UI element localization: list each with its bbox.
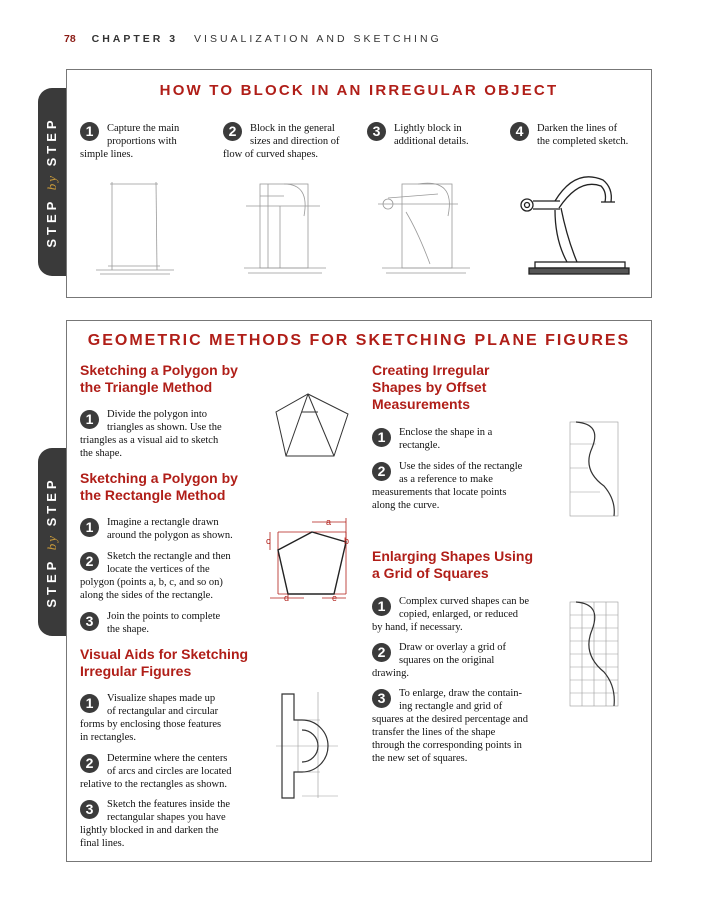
text-line: Lightly block in: [394, 123, 462, 134]
text-line: sizes and direction of: [250, 136, 340, 147]
grid-step-3-text: [372, 687, 562, 765]
heading-line: Enlarging Shapes Using: [372, 548, 534, 564]
step-badge: 1: [372, 428, 391, 447]
text-line: around the polygon as shown.: [107, 530, 233, 541]
step-badge: 3: [80, 800, 99, 819]
geometric-methods-title: GEOMETRIC METHODS FOR SKETCHING PLANE FIGURES: [87, 332, 631, 349]
sketch-step-4-finished-object: [515, 170, 635, 280]
label-b: b: [344, 536, 350, 546]
sketch-step-1: [90, 178, 180, 278]
text-line: ing rectangle and grid of: [399, 701, 503, 712]
text-line: Complex curved shapes can be: [399, 596, 530, 607]
text-line: copied, enlarged, or reduced: [399, 609, 519, 620]
step-badge: 1: [372, 597, 391, 616]
rectangle-method-heading: [80, 470, 238, 504]
visual-step-1-text: [80, 692, 270, 744]
text-line: Capture the main: [107, 123, 180, 134]
triangle-step-1-text: [80, 408, 270, 460]
block-in-step-3-text: [367, 122, 502, 148]
step-badge: 1: [80, 694, 99, 713]
text-line: as a reference to make: [399, 474, 493, 485]
step-badge: 1: [80, 518, 99, 537]
heading-line: Shapes by Offset: [372, 379, 487, 395]
text-line: in rectangles.: [80, 732, 136, 743]
block-in-step-1-text: [80, 122, 215, 161]
step-badge-4: 4: [510, 122, 529, 141]
tab-by-word: by: [44, 173, 59, 191]
heading-line: Creating Irregular: [372, 362, 490, 378]
triangle-method-pentagon: [272, 392, 352, 462]
text-line: To enlarge, draw the contain-: [399, 688, 522, 699]
text-line: the shape.: [80, 448, 122, 459]
tab-step-word: STEP: [44, 557, 59, 608]
step-by-step-tab-1: [38, 88, 66, 276]
offset-step-1-text: [372, 426, 572, 452]
text-line: Imagine a rectangle drawn: [107, 517, 219, 528]
grid-heading: [372, 548, 533, 582]
text-line: Darken the lines of: [537, 123, 618, 134]
visual-aids-sketch: [272, 690, 342, 800]
step-by-step-tab-2: [38, 448, 66, 636]
text-line: locate the vertices of the: [107, 564, 210, 575]
text-line: the completed sketch.: [537, 136, 629, 147]
visual-step-2-text: [80, 752, 270, 791]
text-line: Sketch the features inside the: [107, 799, 231, 810]
text-line: lightly blocked in and darken the: [80, 825, 219, 836]
sketch-step-3: [378, 172, 478, 278]
text-line: through the corresponding points in: [372, 740, 522, 751]
heading-line: Sketching a Polygon by: [80, 470, 238, 486]
text-line: transfer the lines of the shape: [372, 727, 496, 738]
text-line: along the curve.: [372, 500, 440, 511]
heading-line: Visual Aids for Sketching: [80, 646, 249, 662]
step-badge: 3: [80, 612, 99, 631]
chapter-title: VISUALIZATION AND SKETCHING: [194, 33, 442, 45]
tab-step-word: STEP: [44, 197, 59, 248]
text-line: Draw or overlay a grid of: [399, 642, 506, 653]
visual-step-3-text: [80, 798, 270, 850]
step-badge-2: 2: [223, 122, 242, 141]
tab-step-word-2: STEP: [44, 116, 59, 167]
rectangle-step-1-text: [80, 516, 270, 542]
text-line: forms by enclosing those features: [80, 719, 222, 730]
step-badge: 2: [80, 552, 99, 571]
chapter-label: CHAPTER 3: [91, 33, 179, 45]
text-line: by hand, if necessary.: [372, 622, 463, 633]
rectangle-step-3-text: [80, 610, 270, 636]
text-line: of arcs and circles are located: [107, 766, 232, 777]
text-line: Use the sides of the rectangle: [399, 461, 523, 472]
heading-line: a Grid of Squares: [372, 565, 489, 581]
text-line: relative to the rectangles as shown.: [80, 779, 227, 790]
text-line: the new set of squares.: [372, 753, 468, 764]
grid-step-1-text: [372, 595, 572, 634]
text-line: drawing.: [372, 668, 410, 679]
text-line: triangles as shown. Use the: [107, 422, 222, 433]
text-line: squares at the desired percentage and: [372, 714, 528, 725]
text-line: of rectangular and circular: [107, 706, 219, 717]
text-line: squares on the original: [399, 655, 495, 666]
text-line: rectangular shapes you have: [107, 812, 226, 823]
text-line: flow of curved shapes.: [223, 149, 319, 160]
grid-step-2-text: [372, 641, 572, 680]
step-badge: 2: [372, 462, 391, 481]
text-line: Determine where the centers: [107, 753, 228, 764]
grid-of-squares-sketch: [566, 600, 626, 710]
offset-heading: [372, 362, 489, 413]
text-line: simple lines.: [80, 149, 134, 160]
step-badge-1: 1: [80, 122, 99, 141]
text-line: along the sides of the rectangle.: [80, 590, 213, 601]
text-line: rectangle.: [399, 440, 441, 451]
tab-step-word-2: STEP: [44, 476, 59, 527]
text-line: the shape.: [107, 624, 149, 635]
step-badge-3: 3: [367, 122, 386, 141]
text-line: Visualize shapes made up: [107, 693, 216, 704]
step-badge: 2: [372, 643, 391, 662]
sketch-step-2: [240, 176, 330, 278]
text-line: Divide the polygon into: [107, 409, 208, 420]
label-c: c: [266, 536, 271, 546]
step-badge: 2: [80, 754, 99, 773]
rectangle-step-2-text: [80, 550, 270, 602]
text-line: polygon (points a, b, c, and so on): [80, 577, 223, 588]
label-a: a: [326, 517, 332, 527]
heading-line: the Rectangle Method: [80, 487, 226, 503]
text-line: additional details.: [394, 136, 469, 147]
step-badge: 1: [80, 410, 99, 429]
text-line: Block in the general: [250, 123, 335, 134]
text-line: Enclose the shape in a: [399, 427, 493, 438]
label-d: d: [284, 593, 290, 603]
text-line: final lines.: [80, 838, 125, 849]
text-line: proportions with: [107, 136, 177, 147]
text-line: Sketch the rectangle and then: [107, 551, 231, 562]
block-in-step-2-text: [223, 122, 363, 161]
step-by-step-label-2: [44, 462, 60, 622]
heading-line: Irregular Figures: [80, 663, 192, 679]
label-e: e: [332, 593, 338, 603]
offset-measurements-sketch: [566, 420, 626, 520]
offset-step-2-text: [372, 460, 572, 512]
text-line: measurements that locate points: [372, 487, 507, 498]
text-line: triangles as a visual aid to sketch: [80, 435, 219, 446]
heading-line: Measurements: [372, 396, 471, 412]
block-in-step-4-text: [510, 122, 645, 148]
tab-by-word: by: [44, 533, 59, 551]
rectangle-method-pentagon: [264, 514, 360, 604]
triangle-method-heading: [80, 362, 238, 396]
running-head: [64, 33, 442, 45]
heading-line: Sketching a Polygon by: [80, 362, 238, 378]
text-line: Join the points to complete: [107, 611, 221, 622]
step-badge: 3: [372, 689, 391, 708]
heading-line: the Triangle Method: [80, 379, 213, 395]
visual-aids-heading: [80, 646, 248, 680]
page-number: 78: [64, 33, 76, 45]
step-by-step-label-1: [44, 102, 60, 262]
block-in-title: HOW TO BLOCK IN AN IRREGULAR OBJECT: [159, 82, 559, 99]
